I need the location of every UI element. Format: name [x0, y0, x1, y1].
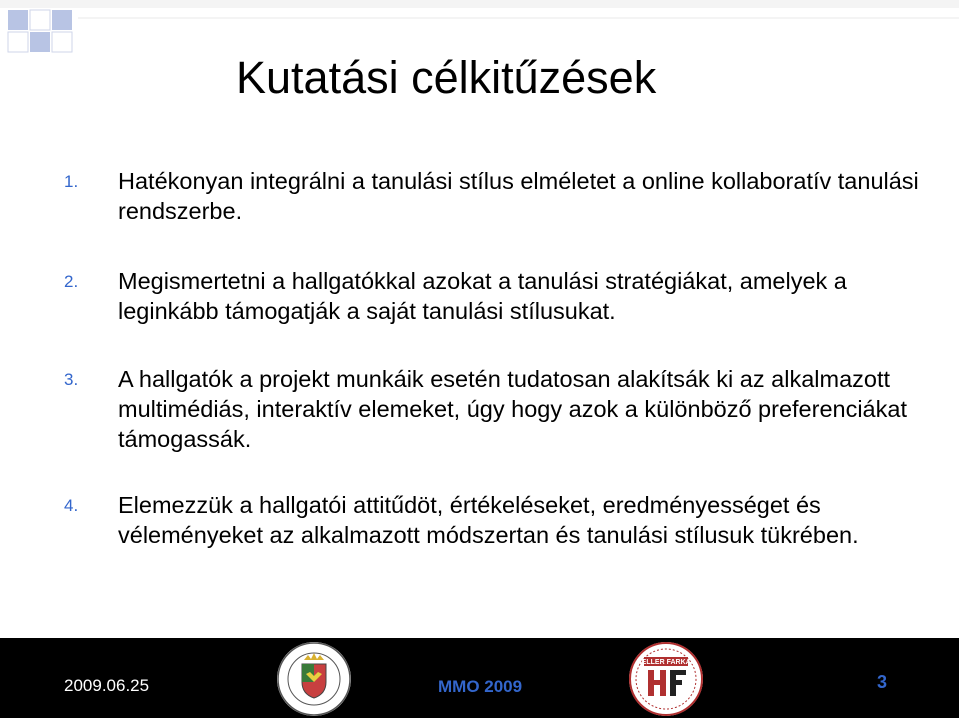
deco-square: [52, 10, 72, 30]
list-number: 4.: [64, 496, 79, 515]
list-number: 2.: [64, 272, 79, 291]
list-number: 1.: [64, 172, 79, 191]
deco-square: [8, 10, 28, 30]
heller-farkas-seal-icon: [620, 640, 712, 718]
university-seal-icon: [268, 640, 360, 718]
seal-text: HELLER FARKAS: [636, 659, 696, 666]
footer-conference: MMO 2009: [438, 677, 523, 696]
footer-date: 2009.06.25: [64, 676, 150, 695]
deco-square: [30, 32, 50, 52]
page-number: 3: [877, 672, 888, 692]
slide-title: Kutatási célkitűzések: [236, 52, 657, 103]
list-text: Hatékonyan integrálni a tanulási stílus elméletet a online kollaboratív tanulási rendszerbe.: [118, 168, 919, 224]
list-text: A hallgatók a projekt munkáik esetén tudatosan alakítsák ki az alkalmazott multimédiás, interaktív elemeket, úgy hogy azok a különböző preferenciákat támogassák.: [118, 366, 907, 452]
list-text: Elemezzük a hallgatói attitűdöt, értékeléseket, eredményességet és véleményeket az alkalmazott módszertan és tanulási stílusuk tükrében.: [118, 492, 859, 548]
list-number: 3.: [64, 370, 79, 389]
list-text: Megismertetni a hallgatókkal azokat a tanulási stratégiákat, amelyek a leginkább támogatják a saját tanulási stílusukat.: [118, 268, 847, 324]
